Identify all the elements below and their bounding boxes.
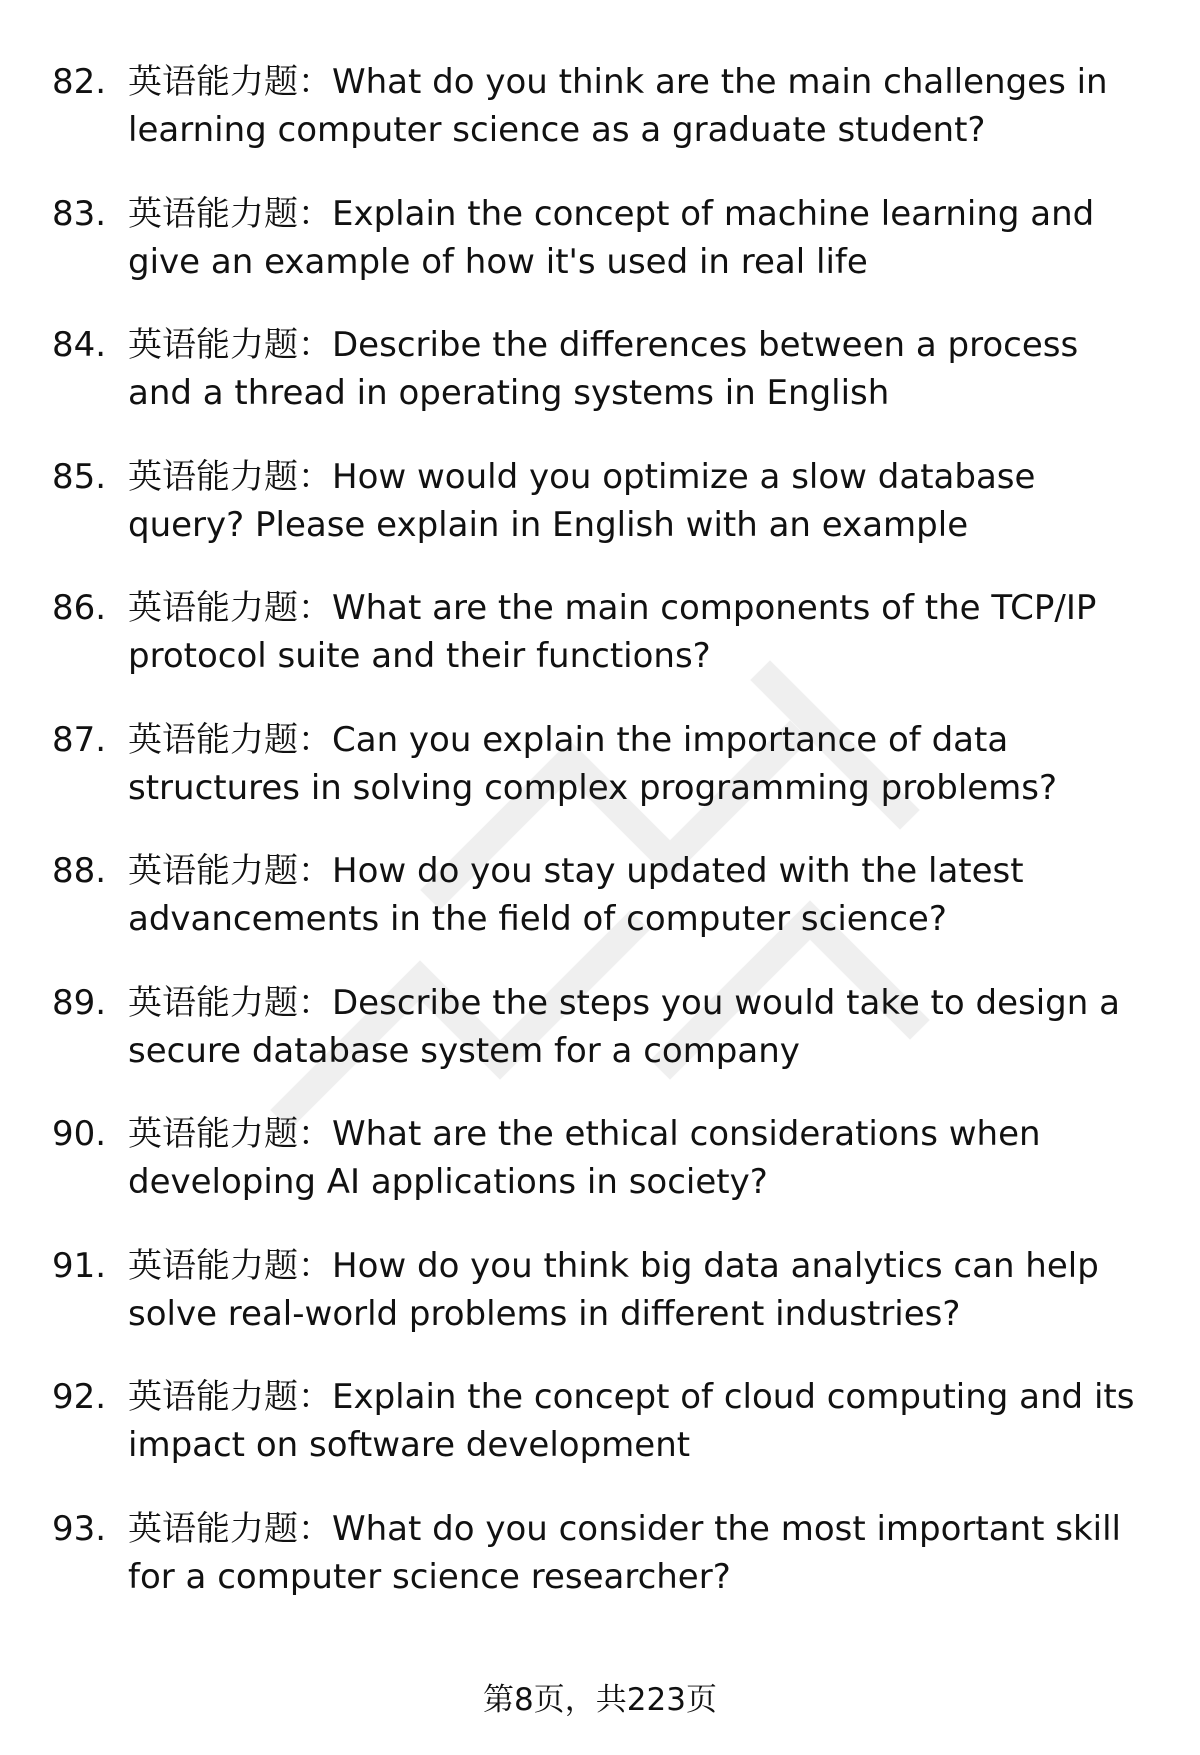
question-text [128,847,1143,943]
question-text [128,716,1143,812]
question-number: 87. [52,719,107,760]
list-item [52,1110,1152,1242]
question-content: What are the ethical considerations when developing AI applications in society? [128,1114,1041,1202]
question-text [128,1505,1143,1601]
page-footer: 第8页，共223页 [483,1682,717,1718]
list-item [52,979,1152,1111]
question-text [128,1373,1143,1469]
question-text [128,58,1143,154]
question-text [128,190,1143,286]
question-category: 英语能力题： [128,456,332,497]
question-category: 英语能力题： [128,1508,332,1549]
question-category: 英语能力题： [128,62,332,102]
list-item [52,453,1152,585]
question-number: 82. [52,62,107,102]
question-content: Explain the concept of machine learning and give an example of how it's used in real life [128,193,1095,282]
question-content: What do you think are the main challenges in learning computer science as a graduate student? [128,62,1108,150]
question-list [52,58,1152,1636]
question-number: 83. [52,193,107,234]
question-category: 英语能力题： [128,851,332,891]
question-category: 英语能力题： [128,193,332,234]
question-content: Can you explain the importance of data structures in solving complex programming problems? [128,719,1058,808]
question-content: Describe the differences between a process and a thread in operating systems in English [128,325,1079,413]
question-text [128,979,1143,1075]
list-item [52,1505,1152,1637]
question-category: 英语能力题： [128,719,332,760]
list-item [52,321,1152,453]
question-category: 英语能力题： [128,1114,332,1154]
question-category: 英语能力题： [128,1245,332,1286]
question-text [128,321,1143,417]
question-content: How do you stay updated with the latest advancements in the field of computer science? [128,851,1024,939]
list-item [52,847,1152,979]
question-category: 英语能力题： [128,982,332,1023]
question-content: How do you think big data analytics can help solve real-world problems in different industries? [128,1245,1099,1334]
list-item [52,58,1152,190]
question-text [128,453,1143,549]
question-number: 85. [52,456,107,497]
question-text [128,1110,1143,1206]
question-text [128,1242,1143,1338]
question-content: Describe the steps you would take to design a secure database system for a company [128,982,1120,1071]
question-content: How would you optimize a slow database query? Please explain in English with an example [128,456,1036,545]
question-number: 89. [52,982,107,1023]
question-number: 93. [52,1508,107,1549]
list-item [52,716,1152,848]
question-number: 91. [52,1245,107,1286]
question-number: 88. [52,851,107,891]
question-number: 84. [52,325,107,365]
question-content: What are the main components of the TCP/IP protocol suite and their functions? [128,588,1097,676]
question-number: 92. [52,1377,107,1417]
question-content: Explain the concept of cloud computing and its impact on software development [128,1377,1135,1465]
list-item [52,190,1152,322]
question-content: What do you consider the most important skill for a computer science researcher? [128,1508,1122,1597]
question-text [128,584,1143,680]
list-item [52,1373,1152,1505]
question-category: 英语能力题： [128,588,332,628]
question-number: 86. [52,588,107,628]
question-category: 英语能力题： [128,325,332,365]
list-item [52,1242,1152,1374]
list-item [52,584,1152,716]
question-number: 90. [52,1114,107,1154]
question-category: 英语能力题： [128,1377,332,1417]
